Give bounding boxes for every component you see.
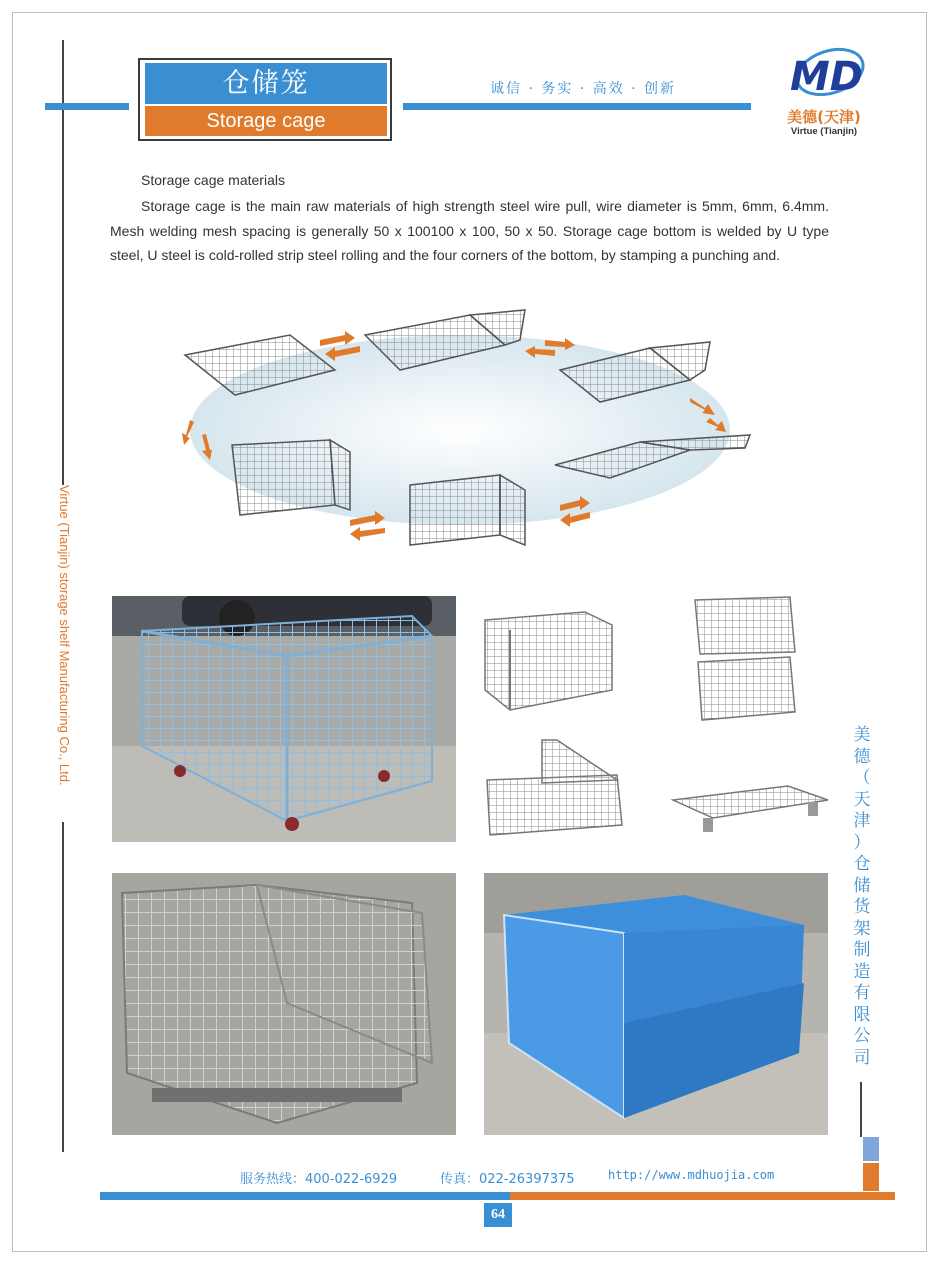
footer-bar-orange xyxy=(510,1192,895,1200)
side-char: 货 xyxy=(853,897,871,917)
logo-letters: MD xyxy=(790,54,864,100)
header-rule-left xyxy=(45,103,129,110)
body-paragraph: Storage cage is the main raw materials of high strength steel wire pull, wire diameter is 5mm, 6mm, 6.4mm. Mesh welding mesh spacing is generally 50 x 100100 x 100, 50 x 50. Storage cage bottom is welded by U type steel, U steel is cold-rolled strip steel rolling and the four corners of the bottom, by stamping a punching and. xyxy=(110,198,829,263)
photo-stacked-cages xyxy=(690,592,800,730)
photo-wheeled-cage xyxy=(112,596,456,842)
cage-assembled-5 xyxy=(410,475,525,545)
side-char: 津 xyxy=(853,811,871,831)
logo-english-name: Virtue (Tianjin) xyxy=(790,126,858,137)
page-title-cn: 仓储笼 xyxy=(145,63,387,104)
section-heading: Storage cage materials xyxy=(141,172,285,188)
side-char: 架 xyxy=(853,918,871,939)
side-char: 储 xyxy=(853,875,871,896)
folding-cycle-diagram xyxy=(170,300,770,570)
photo-open-cage xyxy=(482,735,627,845)
side-char: 仓 xyxy=(853,854,871,874)
right-vertical-rule xyxy=(860,1082,862,1137)
footer-hotline xyxy=(240,1168,397,1187)
photo-blue-lined-cage xyxy=(484,873,828,1135)
right-accent-blue xyxy=(863,1137,879,1161)
page-number: 64 xyxy=(484,1203,512,1227)
fax-label: 传真： xyxy=(440,1172,480,1187)
footer-url[interactable]: http://www.mdhuojia.com xyxy=(608,1168,775,1182)
left-vertical-rule-lower xyxy=(62,822,64,1152)
footer-fax xyxy=(440,1168,575,1187)
photo-folded-cage xyxy=(668,778,830,838)
side-char: 限 xyxy=(853,1004,871,1025)
logo-chinese-name: 美德(天津) xyxy=(787,108,861,126)
photo-cage-white-1 xyxy=(480,600,620,722)
hotline-number: 400-022-6929 xyxy=(305,1172,398,1187)
footer-bar-blue xyxy=(100,1192,510,1200)
photo-galvanized-cage xyxy=(112,873,456,1135)
side-char: 有 xyxy=(853,983,871,1003)
side-char: 公 xyxy=(853,1026,871,1046)
side-company-name-cn xyxy=(850,725,874,1069)
side-char: ） xyxy=(853,832,871,853)
hotline-label: 服务热线： xyxy=(240,1172,306,1187)
side-char: 美 xyxy=(853,725,871,745)
side-char: 德 xyxy=(853,746,871,767)
side-char: （ xyxy=(853,768,871,788)
cage-assembled-6 xyxy=(232,440,350,515)
header-rule-right xyxy=(403,103,751,110)
fax-number: 022-26397375 xyxy=(479,1172,575,1187)
side-char: 司 xyxy=(853,1047,871,1068)
page-title-en: Storage cage xyxy=(145,106,387,136)
right-accent-orange xyxy=(863,1163,879,1191)
side-char: 造 xyxy=(853,961,871,982)
side-char: 制 xyxy=(853,940,871,960)
side-company-name-en: Virtue (Tianjin) storage shelf Manufacturing Co., Ltd. xyxy=(57,485,72,786)
side-company-name-en-box xyxy=(52,485,74,815)
slogan: 诚信 · 务实 · 高效 · 创新 xyxy=(490,81,677,97)
side-char: 天 xyxy=(853,789,871,810)
